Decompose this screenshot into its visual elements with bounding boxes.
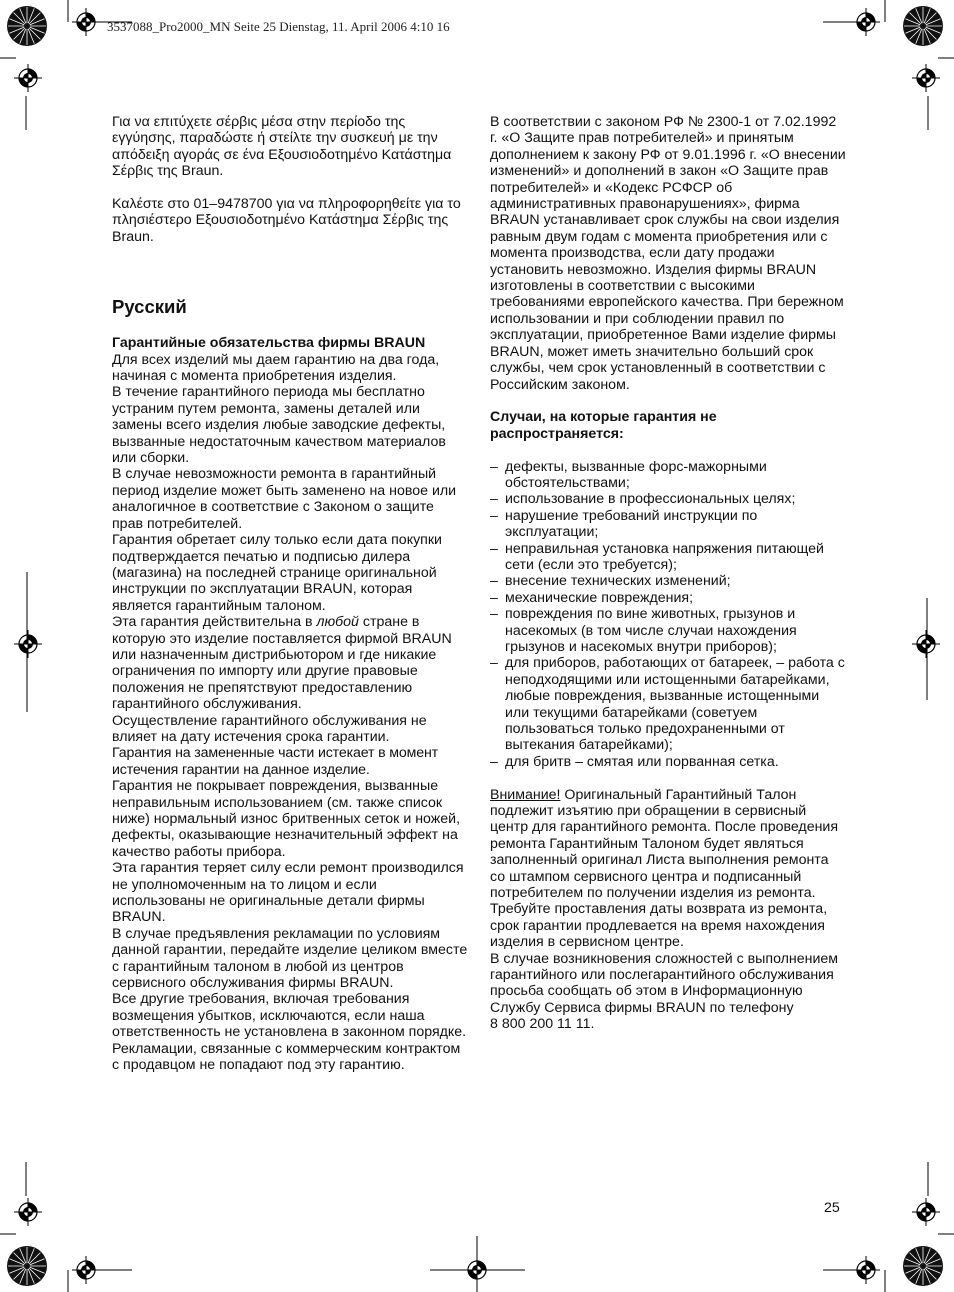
registration-mark-top-left — [72, 8, 100, 36]
warranty-paragraph-5-emphasis: любой — [316, 614, 359, 631]
exclusion-item: – нарушение требований инструкции по эксплуатации; — [490, 508, 846, 541]
warranty-paragraph-10: В случае предъявления рекламации по условиям данной гарантии, передайте изделие целиком вместе с гарантийным талоном в любой из центров сервисного обслуживания фирмы BRAUN. — [112, 925, 468, 992]
exclusion-item: – неправильная установка напряжения питающей сети (если это требуется); — [490, 541, 846, 574]
warranty-paragraph-8: Гарантия не покрывает повреждения, вызванные неправильным использованием (см. также список ниже) нормальный износ бритвенных сеток и ножей, дефекты, оказывающие незначительный эффект на качество работы прибора. — [112, 778, 461, 860]
contact-paragraph: В случае возникновения сложностей с выполнением гарантийного или послегарантийного обслуживания просьба сообщать об этом в Информационную Службу Сервиса фирмы BRAUN по телефону — [490, 950, 839, 1016]
exclusion-item: – дефекты, вызванные форс-мажорными обстоятельствами; — [490, 459, 846, 492]
print-slug: 3537088_Pro2000_MN Seite 25 Dienstag, 11. April 2006 4:10 16 — [107, 19, 450, 34]
warranty-paragraph-7: Гарантия на замененные части истекает в момент истечения гарантии на данное изделие. — [112, 745, 439, 778]
warranty-paragraph-5-end: стране в которую это изделие поставляется фирмой BRAUN или назначенным дистрибьютором и где никакие ограничения по импорту или другие правовые положения не препятствуют предоставлению гарантийного обслуживания. — [112, 614, 452, 713]
warranty-paragraph-12: Рекламации, связанные с коммерческим контрактом с продавцом не попадают под эту гарантию. — [112, 1040, 461, 1074]
warranty-paragraph-9: Эта гарантия теряет силу если ремонт производился не уполномоченным на то лицом и если использованы не оригинальные детали фирмы BRAUN. — [112, 860, 464, 926]
exclusion-item: – механические повреждения; — [490, 590, 846, 606]
warranty-paragraph-5-start: Эта гарантия действительна в — [112, 614, 317, 631]
registration-mark-bottom-center — [463, 1256, 491, 1284]
warranty-paragraph-3: В случае невозможности ремонта в гарантийный период изделие может быть заменено на новое или аналогичное в соответствие с Законом о защите прав потребителей. — [112, 466, 457, 532]
left-column — [112, 114, 468, 1074]
exclusion-item: – для приборов, работающих от батареек, – работа с неподходящими или истощенными батарейками, любые повреждения, вызванные истощенными или текущими батарейками (советуем пользоваться только предохраненными от вытекания батарейками); — [490, 655, 846, 753]
warranty-paragraph-1: Для всех изделий мы даем гарантию на два года, начиная с момента приобретения изделия. — [112, 351, 440, 385]
registration-mark-right-upper — [912, 64, 940, 92]
russian-section-heading: Русский — [112, 296, 187, 318]
warranty-paragraph-2: В течение гарантийного периода мы бесплатно устраним путем ремонта, замены деталей или замены всего изделия любые заводские дефекты, вызванные недостаточным качеством материалов или сборки. — [112, 384, 446, 467]
starburst-mark-bottom-right — [903, 1246, 943, 1286]
registration-mark-right-lower — [912, 1198, 940, 1226]
registration-mark-bottom-right — [852, 1256, 880, 1284]
attention-label: Внимание! — [490, 786, 561, 803]
support-phone-number: 8 800 200 11 11. — [490, 1016, 595, 1033]
warranty-subheading: Гарантийные обязательства фирмы BRAUN — [112, 335, 426, 352]
registration-mark-right-middle — [912, 630, 940, 658]
warranty-paragraph-4: Гарантия обретает силу только если дата покупки подтверждается печатью и подписью дилера (магазина) на последней странице оригинальной инструкции по эксплуатации BRAUN, которая является гарантийным талоном. — [112, 532, 442, 614]
attention-paragraph — [490, 787, 846, 951]
exclusions-list — [490, 459, 846, 771]
registration-mark-left-lower — [14, 1198, 42, 1226]
greek-paragraph-phone: Καλέστε στο 01–9478700 για να πληροφορηθείτε για το πλησιέστερο Εξουσιοδοτημένο Κατάστημα Σέρβις της Braun. — [112, 196, 461, 245]
right-column — [490, 114, 846, 1033]
starburst-mark-top-right — [903, 6, 943, 46]
warranty-paragraph-11: Все другие требования, включая требования возмещения убытков, исключаются, если наша ответственность не установлена в законном порядке. — [112, 991, 467, 1041]
exclusions-heading: Случаи, на которые гарантия не распространяется: — [490, 409, 717, 442]
starburst-mark-bottom-left — [7, 1246, 47, 1286]
attention-text: Оригинальный Гарантийный Талон подлежит изъятию при обращении в сервисный центр для гарантийного ремонта. После проведения ремонта Гарантийным Талоном будет являться заполненный оригинал Листа выполнения ремонта со штампом сервисного центра и подписанный потребителем по получении изделия из ремонта. Требуйте проставления даты возврата из ремонта, срок гарантии продлевается на время нахождения изделия в сервисном центре. — [490, 786, 839, 951]
warranty-paragraph-5 — [112, 614, 468, 712]
exclusion-item: – использование в профессиональных целях; — [490, 491, 846, 507]
page-number: 25 — [824, 1200, 840, 1216]
starburst-mark-top-left — [7, 6, 47, 46]
registration-mark-left-upper — [14, 64, 42, 92]
exclusion-item: – для бритв – смятая или порванная сетка. — [490, 754, 846, 770]
exclusion-item: – повреждения по вине животных, грызунов и насекомых (в том числе случаи нахождения грызунов и насекомых внутри приборов); — [490, 606, 846, 655]
warranty-paragraph-6: Осуществление гарантийного обслуживания не влияет на дату истечения срока гарантии. — [112, 712, 427, 745]
exclusion-item: – внесение технических изменений; — [490, 573, 846, 589]
service-life-paragraph: В соответствии с законом РФ № 2300-1 от 7.02.1992 г. «О Защите прав потребителей» и принятым дополнением к закону РФ от 9.01.1996 г. «О внесении изменений» и дополнений в закон «О Защите прав потребителей» и «Кодекс РСФСР об административных правонарушениях», фирма BRAUN устанавливает срок службы на свои изделия равным двум годам с момента приобретения или с момента производства, если дату продажи установить невозможно. Изделия фирмы BRAUN изготовлены в соответствии с высокими требованиями европейского качества. При бережном использовании и при соблюдении правил по эксплуатации, приобретенное Вами изделие фирмы BRAUN, может иметь значительно больший срок службы, чем срок установленный в соответствии с Российским законом. — [490, 114, 846, 393]
registration-mark-left-middle — [14, 630, 42, 658]
registration-mark-top-right — [852, 8, 880, 36]
registration-mark-bottom-left — [72, 1256, 100, 1284]
greek-paragraph-service: Για να επιτύχετε σέρβις μέσα στην περίοδο της εγγύησης, παραδώστε ή στείλτε την συσκευή με την απόδειξη αγοράς σε ένα Εξουσιοδοτημένο Κατάστημα Σέρβις της Braun. — [112, 114, 452, 180]
